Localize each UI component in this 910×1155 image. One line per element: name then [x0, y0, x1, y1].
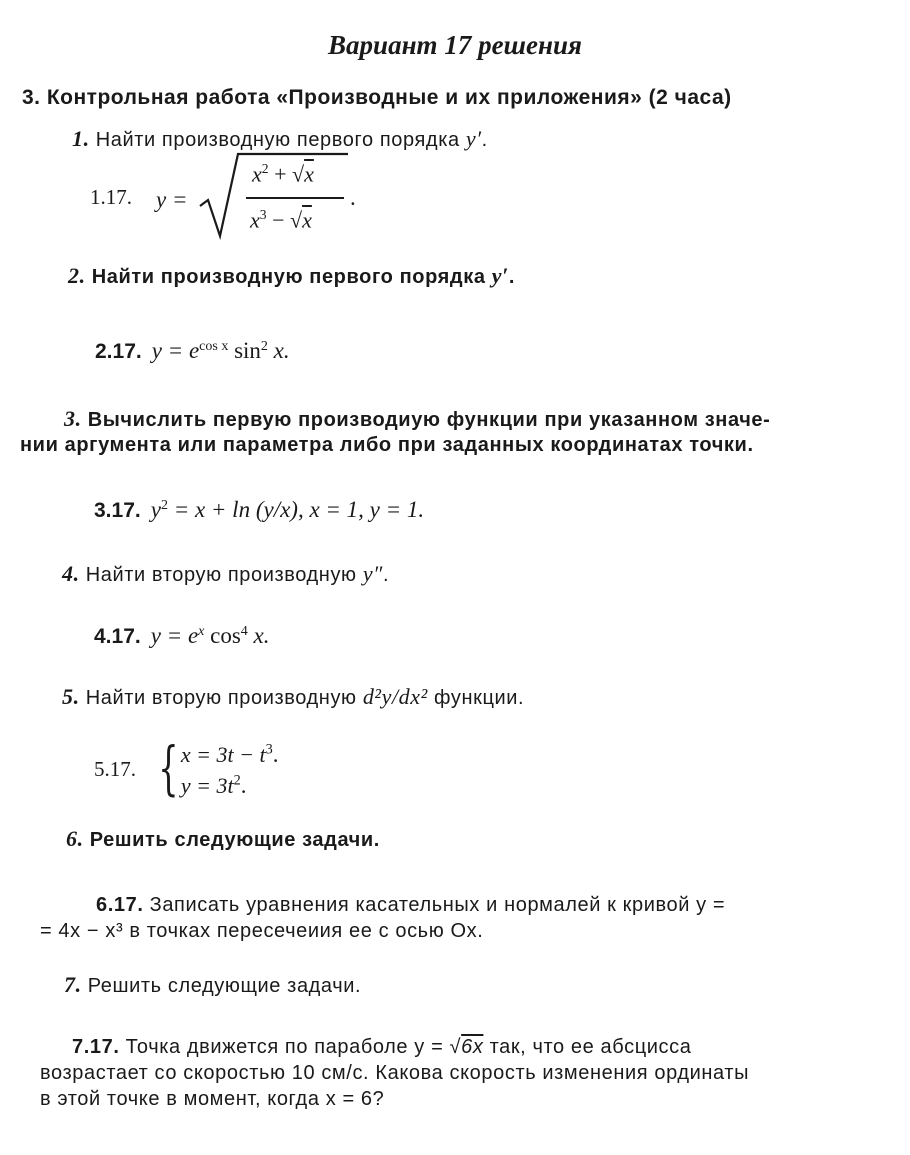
problem-6-17-line-1 [96, 892, 725, 919]
problem-7-17-text-1b: так, что ее абсцисса [483, 1036, 692, 1058]
task-1-end: . [481, 129, 488, 151]
problem-5-17-number: 5.17. [94, 757, 136, 781]
problem-6-17-text-1: Записать уравнения касательных и нормалей к кривой y = [149, 894, 726, 916]
problem-7-17-number: 7.17. [72, 1036, 120, 1058]
fraction-denominator [250, 207, 312, 233]
system-line-2: $y = 3t^2$. [180, 772, 247, 799]
problem-2-17 [95, 338, 290, 364]
problem-3-17-lhs: y [150, 497, 161, 522]
task-1-text: Найти производную первого порядка [95, 129, 466, 151]
problem-2-17-sin-exp: 2 [260, 339, 268, 354]
denominator-exp: 3 [259, 207, 267, 222]
task-4-text: Найти вторую производную [85, 564, 363, 586]
task-7 [64, 972, 361, 998]
problem-4-17-base: y = e [150, 623, 199, 648]
problem-1-17-end: . [350, 185, 356, 210]
task-2-text: Найти производную первого порядка [91, 266, 492, 288]
numerator-plus: + [268, 161, 292, 187]
problem-3-17-number: 3.17. [94, 499, 141, 522]
problem-7-17-text-1a: Точка движется по параболе y = [125, 1036, 450, 1058]
task-7-text: Решить следующие задачи. [87, 975, 362, 997]
problem-2-17-sin: sin [228, 338, 261, 363]
task-2-end: . [508, 266, 516, 288]
problem-7-17-sqrt-arg: 6x [461, 1036, 484, 1058]
task-3-text-1: Вычислить первую производиую функции при указанном значе- [87, 409, 771, 431]
task-7-number: 7. [64, 972, 82, 997]
problem-7-17-line-1 [72, 1034, 691, 1061]
task-2-var: y′ [491, 263, 509, 288]
denominator-x: x [250, 207, 260, 233]
numerator-x: x [252, 161, 262, 187]
numerator-exp: 2 [261, 161, 269, 176]
task-5 [62, 684, 524, 710]
system-lines [181, 736, 279, 799]
page-title: Вариант 17 решения [328, 30, 582, 60]
task-6 [66, 826, 380, 852]
denominator-minus: − [266, 207, 290, 233]
system-line-1: $x = 3t - t^3$. [180, 741, 279, 767]
task-5-var: d²y/dx² [362, 684, 428, 709]
problem-1-17-lhs: y = [156, 187, 188, 212]
task-4-number: 4. [62, 561, 80, 586]
problem-7-17-line-2: возрастает со скоростью 10 см/с. Какова скорость изменения ординаты [40, 1062, 750, 1084]
task-5-end: функции. [427, 687, 525, 709]
problem-3-17 [94, 497, 424, 523]
problem-1-17-number: 1.17. [90, 185, 132, 209]
problem-3-17-rhs: = x + ln (y/x), x = 1, y = 1. [167, 497, 425, 522]
section-heading: 3. Контрольная работа «Производные и их приложения» (2 часа) [22, 86, 732, 109]
task-5-number: 5. [62, 684, 80, 709]
task-3-number: 3. [64, 406, 82, 431]
task-2-number: 2. [68, 263, 86, 288]
fraction-numerator [252, 161, 314, 187]
task-3-line-2: нии аргумента или параметра либо при заданных координатах точки. [20, 434, 754, 456]
problem-4-17 [94, 623, 270, 649]
problem-4-17-number: 4.17. [94, 625, 141, 648]
task-3-line-1 [64, 406, 770, 432]
task-1-number: 1. [72, 126, 90, 151]
problem-6-17-line-2: = 4x − x³ в точках пересечеиия ее с осью Ox. [40, 920, 484, 942]
task-5-text: Найти вторую производную [85, 687, 363, 709]
problem-4-17-cos: cos [204, 623, 241, 648]
numerator-sqrt-x: x [304, 161, 314, 187]
task-4-var: y″ [362, 561, 383, 586]
denominator-sqrt-x: x [302, 207, 312, 233]
task-6-text: Решить следующие задачи. [89, 829, 380, 851]
problem-5-17-system [150, 733, 279, 802]
problem-4-17-tail: x. [247, 623, 270, 648]
sqrt-icon: √ [449, 1036, 462, 1058]
problem-3-17-lhs-exp: 2 [160, 498, 168, 513]
problem-4-17-exp: x [198, 624, 205, 639]
task-1-var: y′ [465, 126, 482, 151]
curly-brace-icon: { [158, 733, 179, 802]
inner-sqrt-icon: √ [290, 207, 303, 233]
problem-2-17-base: y = e [151, 338, 200, 363]
problem-2-17-exp: cos x [199, 339, 229, 354]
problem-2-17-tail: x. [267, 338, 290, 363]
task-4 [62, 561, 389, 587]
problem-6-17-number: 6.17. [96, 894, 144, 916]
task-4-end: . [382, 564, 390, 586]
inner-sqrt-icon: √ [292, 161, 305, 187]
task-2 [68, 263, 515, 289]
problem-2-17-number: 2.17. [95, 340, 142, 363]
problem-4-17-cos-exp: 4 [240, 624, 248, 639]
task-6-number: 6. [66, 826, 84, 851]
problem-7-17-line-3: в этой точке в момент, когда x = 6? [40, 1088, 385, 1110]
